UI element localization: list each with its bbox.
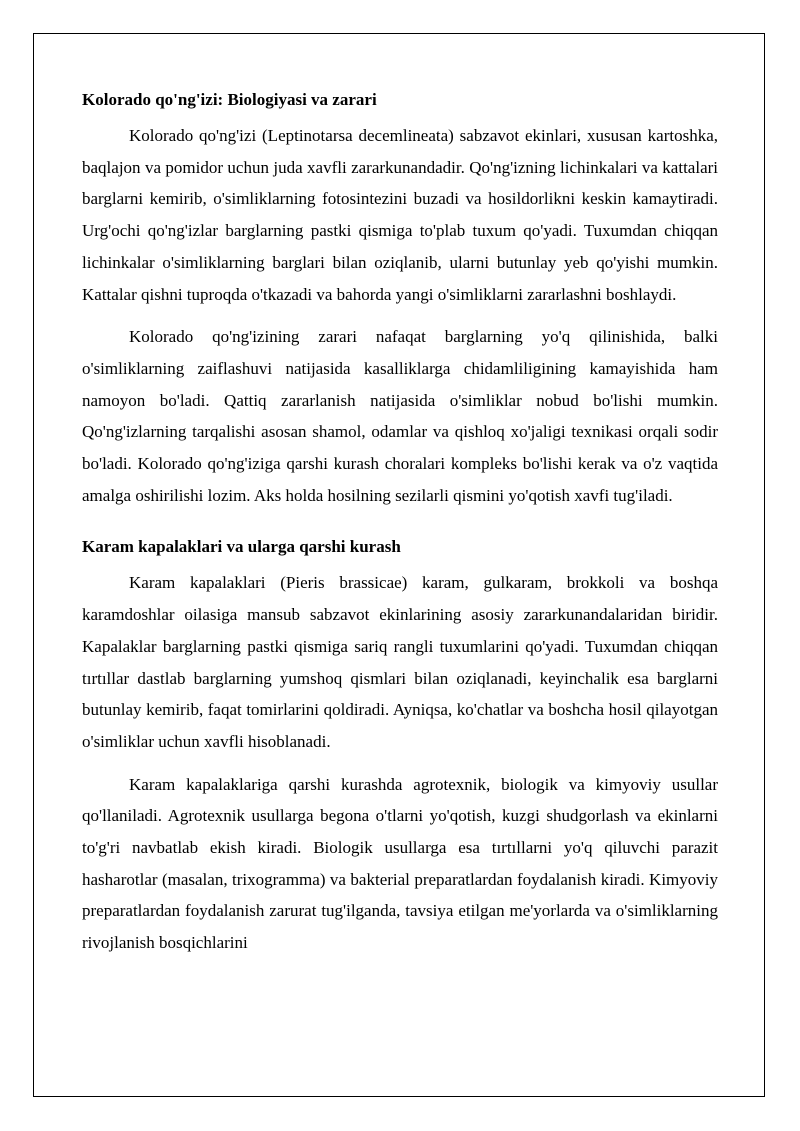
paragraph: Karam kapalaklari (Pieris brassicae) karam, gulkaram, brokkoli va boshqa karamdoshlar oilasiga mansub sabzavot ekinlarining asosiy zararkunandalaridan biridir. Kapalaklar barglarning pastki qismiga sariq rangli tuxumlarini qo'yadi. Tuxumdan chiqqan tırtıllar dastlab barglarning yumshoq qismlari bilan oziqlanadi, keyinchalik esa barglarni butunlay kemirib, faqat tomirlarini qoldiradi. Ayniqsa, ko'chatlar va boshcha hosil qilayotgan o'simliklar uchun xavfli hisoblanadi. [82,573,718,751]
section-heading: Kolorado qo'ng'izi: Biologiyasi va zarari [82,90,377,109]
paragraph: Kolorado qo'ng'izi (Leptinotarsa decemlineata) sabzavot ekinlari, xususan kartoshka, baqlajon va pomidor uchun juda xavfli zararkunandadir. Qo'ng'izning lichinkalari va kattalari barglarni kemirib, o'simliklarning fotosintezini buzadi va hosildorlikni keskin kamaytiradi. Urg'ochi qo'ng'izlar barglarning pastki qismiga to'plab tuxum qo'yadi. Tuxumdan chiqqan lichinkalar o'simliklarning barglari bilan oziqlanib, ularni butunlay yeb qo'yishi mumkin. Kattalar qishni tuproqda o'tkazadi va bahorda yangi o'simliklarni zararlashni boshlaydi. [82,126,718,304]
section-heading: Karam kapalaklari va ularga qarshi kurash [82,537,401,557]
section-colorado-beetle [82,84,718,511]
section-cabbage-butterflies [82,531,718,958]
paragraph: Kolorado qo'ng'izining zarari nafaqat barglarning yo'q qilinishida, balki o'simliklarning zaiflashuvi natijasida kasalliklarga chidamliligining kamayishida ham namoyon bo'ladi. Qattiq zararlanish natijasida o'simliklar nobud bo'lishi mumkin. Qo'ng'izlarning tarqalishi asosan shamol, odamlar va qishloq xo'jaligi texnikasi orqali sodir bo'ladi. Kolorado qo'ng'iziga qarshi kurash choralari kompleks bo'lishi kerak va o'z vaqtida amalga oshirilishi lozim. Aks holda hosilning sezilarli qismini yo'qotish xavfi tug'iladi. [82,327,718,505]
paragraph: Karam kapalaklariga qarshi kurashda agrotexnik, biologik va kimyoviy usullar qo'llaniladi. Agrotexnik usullarga begona o'tlarni yo'qotish, kuzgi shudgorlash va ekinlarni to'g'ri navbatlab ekish kiradi. Biologik usullarga esa tırtıllarni yo'q qiluvchi parazit hasharotlar (masalan, trixogramma) va bakterial preparatlardan foydalanish kiradi. Kimyoviy preparatlardan foydalanish zarurat tug'ilganda, tavsiya etilgan me'yorlarda va o'simliklarning rivojlanish bosqichlarini [82,774,718,953]
document-body [82,84,718,970]
